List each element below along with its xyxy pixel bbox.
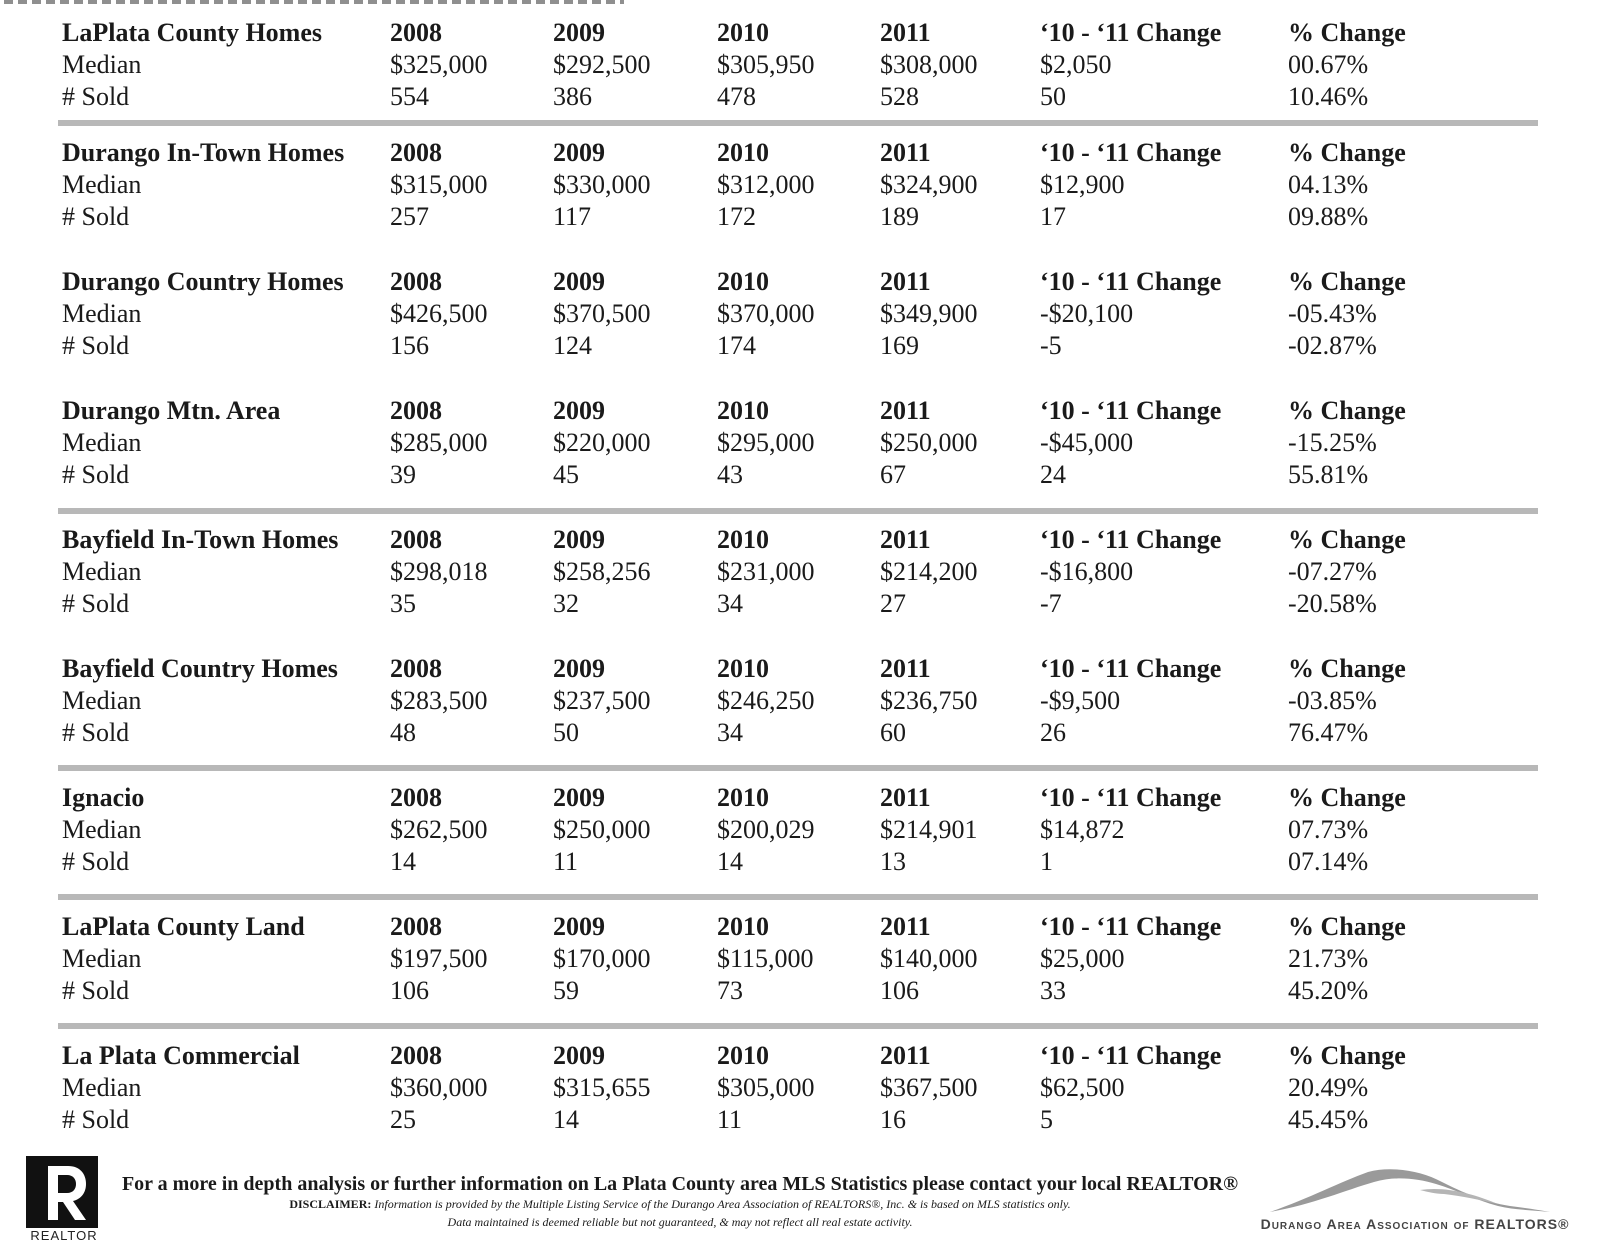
contact-line: For a more in depth analysis or further information on La Plata County area MLS Statistics please contact your local REALTOR®: [121, 1173, 1239, 1195]
sold-label: # Sold: [62, 82, 130, 111]
median-2008: $315,000: [390, 170, 488, 199]
change-header: ‘10 - ‘11 Change: [1040, 912, 1222, 941]
median-2009: $370,500: [553, 299, 651, 328]
percent-change-header: % Change: [1288, 18, 1406, 47]
sold-percent-change: -02.87%: [1288, 331, 1377, 360]
median-2010: $200,029: [717, 815, 815, 844]
sold-2008: 48: [390, 718, 416, 747]
year-2009-header: 2009: [553, 267, 605, 296]
median-2011: $214,901: [880, 815, 978, 844]
sold-2008: 257: [390, 202, 429, 231]
section-bayfield-country-homes: [0, 653, 1600, 749]
year-2009-header: 2009: [553, 654, 605, 683]
sold-2009: 59: [553, 976, 579, 1005]
year-2008-header: 2008: [390, 783, 442, 812]
sold-change: -7: [1040, 589, 1062, 618]
sold-2010: 14: [717, 847, 743, 876]
mountain-logo: [1270, 1160, 1550, 1222]
median-2011: $250,000: [880, 428, 978, 457]
year-2009-header: 2009: [553, 1041, 605, 1070]
sold-2009: 117: [553, 202, 592, 231]
year-2010-header: 2010: [717, 267, 769, 296]
area-title: Durango Mtn. Area: [62, 396, 281, 425]
median-2009: $237,500: [553, 686, 651, 715]
year-2010-header: 2010: [717, 396, 769, 425]
section-divider: [58, 1023, 1538, 1029]
year-2010-header: 2010: [717, 138, 769, 167]
sold-percent-change: 45.45%: [1288, 1105, 1369, 1134]
sold-2011: 16: [880, 1105, 906, 1134]
sold-label: # Sold: [62, 1105, 130, 1134]
sold-2008: 106: [390, 976, 429, 1005]
section-header-row: [0, 653, 1600, 685]
sold-2008: 554: [390, 82, 429, 111]
median-label: Median: [62, 170, 142, 199]
change-header: ‘10 - ‘11 Change: [1040, 1041, 1222, 1070]
section-header-row: [0, 1040, 1600, 1072]
median-2009: $315,655: [553, 1073, 651, 1102]
median-label: Median: [62, 944, 142, 973]
sold-row: [0, 588, 1600, 620]
sold-2009: 386: [553, 82, 592, 111]
sold-2009: 32: [553, 589, 579, 618]
median-2010: $295,000: [717, 428, 815, 457]
year-2008-header: 2008: [390, 18, 442, 47]
median-row: [0, 427, 1600, 459]
sold-2011: 67: [880, 460, 906, 489]
median-change: $2,050: [1040, 50, 1112, 79]
median-row: [0, 685, 1600, 717]
year-2009-header: 2009: [553, 18, 605, 47]
sold-2011: 528: [880, 82, 919, 111]
year-2008-header: 2008: [390, 654, 442, 683]
median-change: $25,000: [1040, 944, 1125, 973]
area-title: La Plata Commercial: [62, 1041, 300, 1070]
year-2009-header: 2009: [553, 396, 605, 425]
section-durango-country-homes: [0, 266, 1600, 362]
median-2011: $324,900: [880, 170, 978, 199]
year-2011-header: 2011: [880, 525, 931, 554]
area-title: Durango Country Homes: [62, 267, 344, 296]
disclaimer-label: DISCLAIMER:: [289, 1197, 372, 1211]
median-row: [0, 814, 1600, 846]
median-2010: $115,000: [717, 944, 814, 973]
percent-change-header: % Change: [1288, 1041, 1406, 1070]
area-title: LaPlata County Homes: [62, 18, 322, 47]
section-header-row: [0, 17, 1600, 49]
median-row: [0, 49, 1600, 81]
change-header: ‘10 - ‘11 Change: [1040, 654, 1222, 683]
area-title: Durango In-Town Homes: [62, 138, 345, 167]
sold-2008: 25: [390, 1105, 416, 1134]
sold-2010: 34: [717, 589, 743, 618]
year-2008-header: 2008: [390, 1041, 442, 1070]
median-2008: $298,018: [390, 557, 488, 586]
sold-label: # Sold: [62, 847, 130, 876]
section-divider: [58, 120, 1538, 126]
percent-change-header: % Change: [1288, 138, 1406, 167]
median-change: $12,900: [1040, 170, 1125, 199]
section-divider: [58, 765, 1538, 771]
median-2009: $170,000: [553, 944, 651, 973]
year-2010-header: 2010: [717, 1041, 769, 1070]
median-2009: $292,500: [553, 50, 651, 79]
sold-2008: 14: [390, 847, 416, 876]
sold-2011: 169: [880, 331, 919, 360]
sold-2010: 172: [717, 202, 756, 231]
sold-label: # Sold: [62, 589, 130, 618]
year-2011-header: 2011: [880, 267, 931, 296]
median-2008: $285,000: [390, 428, 488, 457]
median-2009: $330,000: [553, 170, 651, 199]
median-label: Median: [62, 299, 142, 328]
median-2009: $220,000: [553, 428, 651, 457]
sold-2010: 11: [717, 1105, 743, 1134]
median-2010: $370,000: [717, 299, 815, 328]
sold-row: [0, 975, 1600, 1007]
sold-2008: 39: [390, 460, 416, 489]
section-bayfield-in-town-homes: [0, 524, 1600, 620]
median-2010: $246,250: [717, 686, 815, 715]
median-percent-change: 00.67%: [1288, 50, 1369, 79]
sold-percent-change: 07.14%: [1288, 847, 1369, 876]
sold-change: 5: [1040, 1105, 1053, 1134]
section-laplata-county-land: [0, 911, 1600, 1007]
sold-2009: 50: [553, 718, 579, 747]
sold-row: [0, 717, 1600, 749]
year-2011-header: 2011: [880, 783, 931, 812]
median-percent-change: 20.49%: [1288, 1073, 1369, 1102]
sold-change: 26: [1040, 718, 1066, 747]
median-2010: $305,000: [717, 1073, 815, 1102]
sold-row: [0, 459, 1600, 491]
median-2009: $258,256: [553, 557, 651, 586]
median-percent-change: -03.85%: [1288, 686, 1377, 715]
section-divider: [58, 508, 1538, 514]
median-change: -$9,500: [1040, 686, 1121, 715]
year-2008-header: 2008: [390, 267, 442, 296]
median-2008: $283,500: [390, 686, 488, 715]
sold-percent-change: 55.81%: [1288, 460, 1369, 489]
footer: [0, 1140, 1600, 1257]
percent-change-header: % Change: [1288, 912, 1406, 941]
sold-2009: 11: [553, 847, 579, 876]
median-label: Median: [62, 1073, 142, 1102]
section-durango-mtn-area: [0, 395, 1600, 491]
section-header-row: [0, 524, 1600, 556]
percent-change-header: % Change: [1288, 654, 1406, 683]
sold-2010: 478: [717, 82, 756, 111]
median-row: [0, 1072, 1600, 1104]
sold-percent-change: 45.20%: [1288, 976, 1369, 1005]
year-2010-header: 2010: [717, 654, 769, 683]
median-label: Median: [62, 686, 142, 715]
median-2010: $231,000: [717, 557, 815, 586]
median-percent-change: 04.13%: [1288, 170, 1369, 199]
section-header-row: [0, 137, 1600, 169]
median-2008: $360,000: [390, 1073, 488, 1102]
percent-change-header: % Change: [1288, 267, 1406, 296]
sold-2008: 156: [390, 331, 429, 360]
median-change: -$45,000: [1040, 428, 1134, 457]
sold-label: # Sold: [62, 202, 130, 231]
median-change: -$16,800: [1040, 557, 1134, 586]
median-2010: $305,950: [717, 50, 815, 79]
sold-change: -5: [1040, 331, 1062, 360]
median-row: [0, 556, 1600, 588]
median-label: Median: [62, 815, 142, 844]
percent-change-header: % Change: [1288, 396, 1406, 425]
disclaimer-second-line: Data maintained is deemed reliable but not guaranteed, & may not reflect all real estate activity.: [447, 1215, 913, 1229]
median-label: Median: [62, 428, 142, 457]
sold-label: # Sold: [62, 718, 130, 747]
change-header: ‘10 - ‘11 Change: [1040, 525, 1222, 554]
sold-percent-change: 09.88%: [1288, 202, 1369, 231]
sold-label: # Sold: [62, 331, 130, 360]
sold-2009: 45: [553, 460, 579, 489]
realtor-logo-text: REALTOR: [30, 1228, 98, 1243]
sold-change: 17: [1040, 202, 1066, 231]
change-header: ‘10 - ‘11 Change: [1040, 138, 1222, 167]
median-percent-change: -07.27%: [1288, 557, 1377, 586]
median-2011: $214,200: [880, 557, 978, 586]
median-2011: $349,900: [880, 299, 978, 328]
sold-label: # Sold: [62, 976, 130, 1005]
sold-percent-change: 76.47%: [1288, 718, 1369, 747]
sold-2009: 124: [553, 331, 592, 360]
section-header-row: [0, 911, 1600, 943]
median-2010: $312,000: [717, 170, 815, 199]
sold-2011: 27: [880, 589, 906, 618]
year-2009-header: 2009: [553, 912, 605, 941]
change-header: ‘10 - ‘11 Change: [1040, 267, 1222, 296]
change-header: ‘10 - ‘11 Change: [1040, 396, 1222, 425]
median-percent-change: -05.43%: [1288, 299, 1377, 328]
section-durango-in-town-homes: [0, 137, 1600, 233]
sold-row: [0, 81, 1600, 113]
median-percent-change: 21.73%: [1288, 944, 1369, 973]
percent-change-header: % Change: [1288, 783, 1406, 812]
sold-row: [0, 201, 1600, 233]
section-header-row: [0, 782, 1600, 814]
sold-2011: 189: [880, 202, 919, 231]
median-label: Median: [62, 557, 142, 586]
sold-change: 1: [1040, 847, 1053, 876]
median-label: Median: [62, 50, 142, 79]
sold-2011: 60: [880, 718, 906, 747]
sold-change: 24: [1040, 460, 1066, 489]
median-change: $62,500: [1040, 1073, 1125, 1102]
median-2008: $426,500: [390, 299, 488, 328]
median-change: $14,872: [1040, 815, 1125, 844]
area-title: LaPlata County Land: [62, 912, 305, 941]
percent-change-header: % Change: [1288, 525, 1406, 554]
median-2011: $140,000: [880, 944, 978, 973]
median-2009: $250,000: [553, 815, 651, 844]
median-percent-change: -15.25%: [1288, 428, 1377, 457]
sold-percent-change: 10.46%: [1288, 82, 1369, 111]
sold-2010: 43: [717, 460, 743, 489]
median-2008: $262,500: [390, 815, 488, 844]
section-header-row: [0, 266, 1600, 298]
year-2011-header: 2011: [880, 1041, 931, 1070]
area-title: Bayfield Country Homes: [62, 654, 338, 683]
year-2008-header: 2008: [390, 912, 442, 941]
association-name: Durango Area Association of REALTORS®: [1260, 1216, 1570, 1232]
year-2010-header: 2010: [717, 525, 769, 554]
sold-row: [0, 846, 1600, 878]
sold-change: 33: [1040, 976, 1066, 1005]
section-ignacio: [0, 782, 1600, 878]
year-2011-header: 2011: [880, 396, 931, 425]
year-2008-header: 2008: [390, 396, 442, 425]
median-2011: $367,500: [880, 1073, 978, 1102]
disclaimer-text: Information is provided by the Multiple Listing Service of the Durango Area Association of REALTORS®, Inc. & is based on MLS statistics only.: [374, 1197, 1071, 1211]
sold-2010: 174: [717, 331, 756, 360]
median-2008: $325,000: [390, 50, 488, 79]
year-2010-header: 2010: [717, 783, 769, 812]
year-2011-header: 2011: [880, 138, 931, 167]
sold-2009: 14: [553, 1105, 579, 1134]
year-2009-header: 2009: [553, 138, 605, 167]
year-2010-header: 2010: [717, 18, 769, 47]
year-2008-header: 2008: [390, 525, 442, 554]
median-row: [0, 943, 1600, 975]
median-2008: $197,500: [390, 944, 488, 973]
section-laplata-county-homes: [0, 17, 1600, 113]
year-2009-header: 2009: [553, 525, 605, 554]
section-la-plata-commercial: [0, 1040, 1600, 1136]
disclaimer: [0, 1196, 1360, 1212]
year-2011-header: 2011: [880, 654, 931, 683]
area-title: Bayfield In-Town Homes: [62, 525, 339, 554]
sold-2011: 106: [880, 976, 919, 1005]
year-2011-header: 2011: [880, 18, 931, 47]
sold-2010: 73: [717, 976, 743, 1005]
sold-row: [0, 1104, 1600, 1136]
median-2011: $236,750: [880, 686, 978, 715]
sold-change: 50: [1040, 82, 1066, 111]
sold-row: [0, 330, 1600, 362]
year-2011-header: 2011: [880, 912, 931, 941]
sold-label: # Sold: [62, 460, 130, 489]
sold-2010: 34: [717, 718, 743, 747]
median-row: [0, 169, 1600, 201]
change-header: ‘10 - ‘11 Change: [1040, 783, 1222, 812]
year-2008-header: 2008: [390, 138, 442, 167]
median-change: -$20,100: [1040, 299, 1134, 328]
median-percent-change: 07.73%: [1288, 815, 1369, 844]
change-header: ‘10 - ‘11 Change: [1040, 18, 1222, 47]
median-row: [0, 298, 1600, 330]
area-title: Ignacio: [62, 783, 145, 812]
sold-percent-change: -20.58%: [1288, 589, 1377, 618]
sold-2008: 35: [390, 589, 416, 618]
year-2009-header: 2009: [553, 783, 605, 812]
section-header-row: [0, 395, 1600, 427]
section-divider: [58, 894, 1538, 900]
year-2010-header: 2010: [717, 912, 769, 941]
median-2011: $308,000: [880, 50, 978, 79]
sold-2011: 13: [880, 847, 906, 876]
